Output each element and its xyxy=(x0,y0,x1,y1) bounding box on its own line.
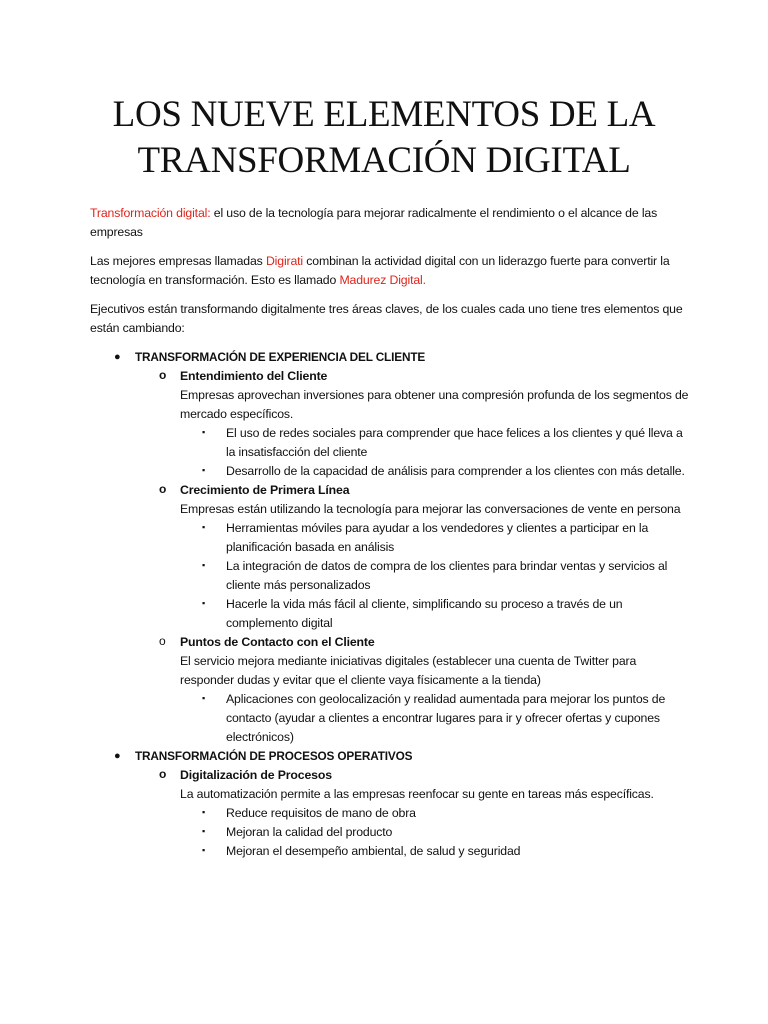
bullet-item xyxy=(180,557,690,595)
bullet-item xyxy=(180,595,690,633)
section-heading: TRANSFORMACIÓN DE PROCESOS OPERATIVOS xyxy=(135,749,413,763)
square-bullet-icon: ▪ xyxy=(202,693,206,703)
paragraph-digirati xyxy=(90,252,690,290)
paragraph-text: Las mejores empresas llamadas xyxy=(90,254,266,268)
bullet-item xyxy=(180,823,690,842)
circle-bullet-icon: o xyxy=(159,482,167,496)
bullet-item xyxy=(180,842,690,861)
square-bullet-icon: ▪ xyxy=(202,845,206,855)
section-item xyxy=(90,348,690,747)
bullet-item xyxy=(180,424,690,462)
subsection-item xyxy=(135,367,690,481)
section-item xyxy=(90,747,690,861)
bullet-icon: ● xyxy=(114,750,121,762)
term-transformacion-digital: Transformación digital: xyxy=(90,206,211,220)
document-title xyxy=(0,92,768,184)
bullet-text: Aplicaciones con geolocalización y realidad aumentada para mejorar los puntos de contacto (ayudar a clientes a encontrar lugares para ir y ofrecer ofertas y cupones electrónicos) xyxy=(226,692,666,744)
subsection-title: Crecimiento de Primera Línea xyxy=(180,483,350,497)
subsection-title: Entendimiento del Cliente xyxy=(180,369,328,383)
term-digirati: Digirati xyxy=(265,254,304,268)
square-bullet-icon: ▪ xyxy=(202,560,206,570)
bullet-text: Reduce requisitos de mano de obra xyxy=(226,806,416,820)
bullet-text: Mejoran el desempeño ambiental, de salud y seguridad xyxy=(226,844,521,858)
title-line-1: LOS NUEVE ELEMENTOS DE LA xyxy=(112,94,656,135)
bullet-list xyxy=(180,804,690,861)
bullet-item xyxy=(180,804,690,823)
bullet-text: Hacerle la vida más fácil al cliente, simplificando su proceso a través de un complemento digital xyxy=(226,597,623,630)
subsection-item xyxy=(135,481,690,633)
bullet-list xyxy=(180,519,690,633)
term-madurez-digital: Madurez Digital. xyxy=(339,273,426,287)
paragraph-text: combinan la actividad digital con un liderazgo fuerte para convertir la tecnología en transformación. Esto es llamado xyxy=(90,254,670,287)
bullet-text: La integración de datos de compra de los clientes para brindar ventas y servicios al cliente más personalizados xyxy=(226,559,668,592)
subsection-description: La automatización permite a las empresas reenfocar su gente en tareas más específicas. xyxy=(180,787,654,801)
bullet-text: Mejoran la calidad del producto xyxy=(226,825,393,839)
title-line-2: TRANSFORMACIÓN DIGITAL xyxy=(137,140,631,181)
subsection-description: Empresas aprovechan inversiones para obtener una compresión profunda de los segmentos de mercado específicos. xyxy=(180,388,689,421)
section-heading: TRANSFORMACIÓN DE EXPERIENCIA DEL CLIENTE xyxy=(135,350,426,364)
circle-bullet-icon: o xyxy=(159,634,166,648)
bullet-item xyxy=(180,462,690,481)
subsection-item xyxy=(135,766,690,861)
bullet-text: Desarrollo de la capacidad de análisis para comprender a los clientes con más detalle. xyxy=(226,464,685,478)
subsection-item xyxy=(135,633,690,747)
bullet-item xyxy=(180,690,690,747)
square-bullet-icon: ▪ xyxy=(202,826,206,836)
document-body xyxy=(90,204,690,861)
square-bullet-icon: ▪ xyxy=(202,465,206,475)
bullet-list xyxy=(180,424,690,481)
subsection-list xyxy=(135,766,690,861)
square-bullet-icon: ▪ xyxy=(202,427,206,437)
circle-bullet-icon: o xyxy=(159,368,167,382)
bullet-icon: ● xyxy=(114,351,121,363)
subsection-list xyxy=(135,367,690,747)
subsection-title: Digitalización de Procesos xyxy=(180,768,332,782)
subsection-description: El servicio mejora mediante iniciativas digitales (establecer una cuenta de Twitter para responder dudas y evitar que el cliente vaya físicamente a la tienda) xyxy=(180,654,637,687)
square-bullet-icon: ▪ xyxy=(202,522,206,532)
square-bullet-icon: ▪ xyxy=(202,807,206,817)
subsection-description: Empresas están utilizando la tecnología para mejorar las conversaciones de vente en persona xyxy=(180,502,681,516)
definition-text: el uso de la tecnología para mejorar radicalmente el rendimiento o el alcance de las empresas xyxy=(90,206,658,239)
subsection-title: Puntos de Contacto con el Cliente xyxy=(180,635,375,649)
bullet-item xyxy=(180,519,690,557)
circle-bullet-icon: o xyxy=(159,767,167,781)
bullet-text: El uso de redes sociales para comprender que hace felices a los clientes y qué lleva a la insatisfacción del cliente xyxy=(226,426,683,459)
square-bullet-icon: ▪ xyxy=(202,598,206,608)
paragraph-intro: Ejecutivos están transformando digitalmente tres áreas claves, de los cuales cada uno tiene tres elementos que están cambiando: xyxy=(90,302,683,335)
bullet-text: Herramientas móviles para ayudar a los vendedores y clientes a participar en la planificación basada en análisis xyxy=(226,521,649,554)
sections-list xyxy=(90,348,690,861)
bullet-list xyxy=(180,690,690,747)
paragraph-definition xyxy=(90,204,690,242)
